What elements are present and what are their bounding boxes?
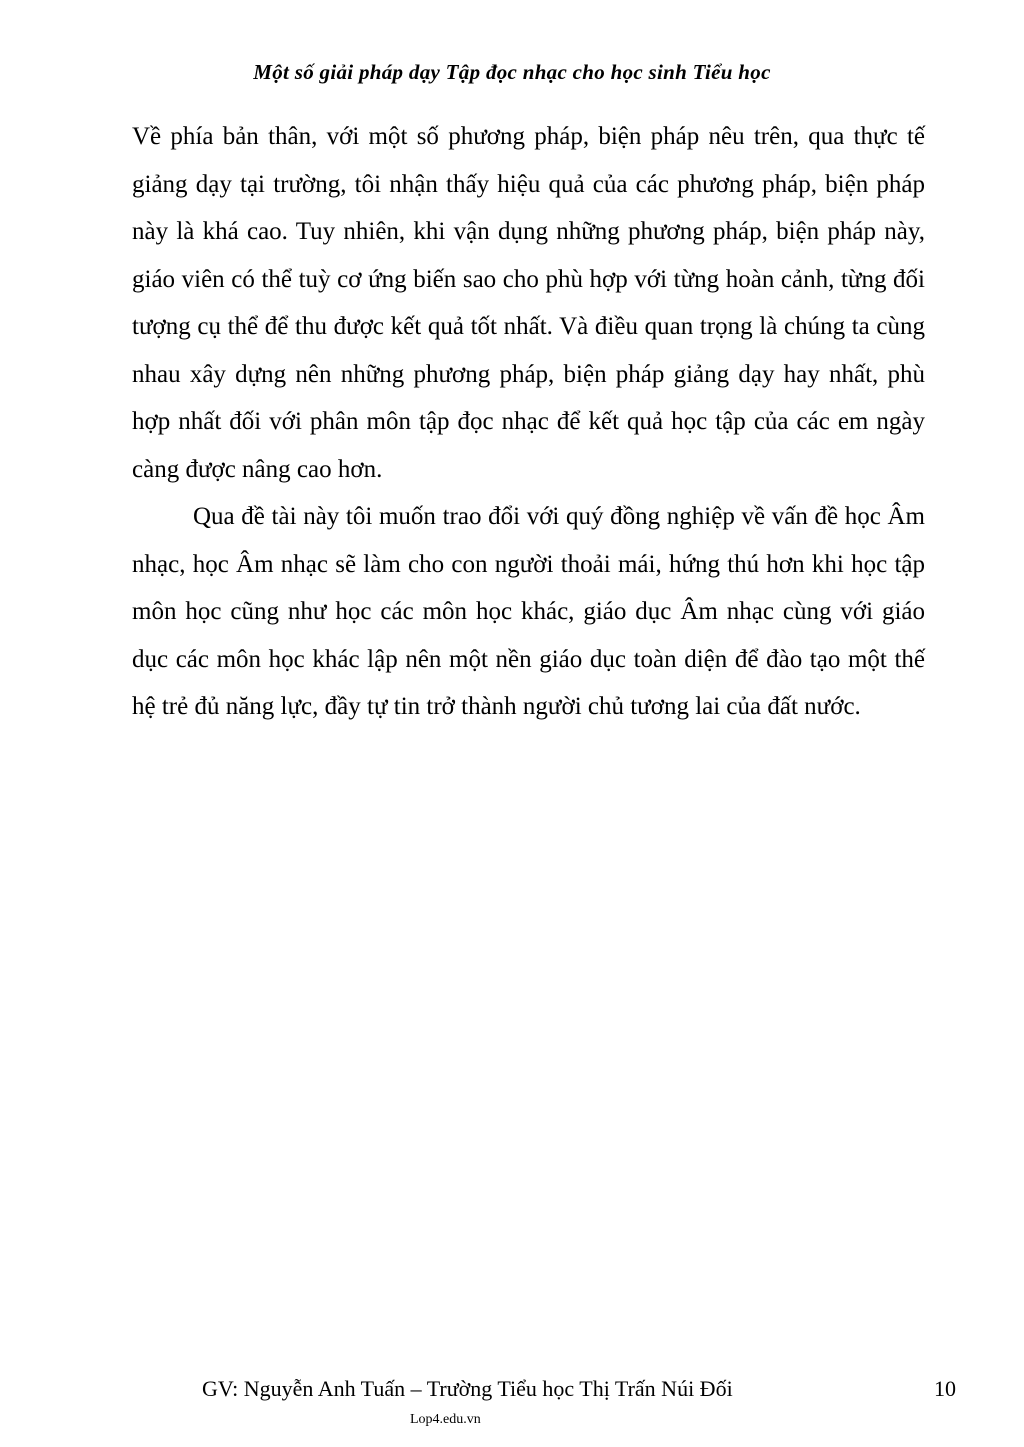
page-number: 10: [934, 1376, 956, 1401]
document-body: [132, 113, 925, 731]
paragraph-conclusion: Về phía bản thân, với một số phương pháp, biện pháp nêu trên, qua thực tế giảng dạy tại trường, tôi nhận thấy hiệu quả của các phương pháp, biện pháp này là khá cao. Tuy nhiên, khi vận dụng những phương pháp, biện pháp này, giáo viên có thể tuỳ cơ ứng biến sao cho phù hợp với từng hoàn cảnh, từng đối tượng cụ thể để thu được kết quả tốt nhất. Và điều quan trọng là chúng ta cùng nhau xây dựng nên những phương pháp, biện pháp giảng dạy hay nhất, phù hợp nhất đối với phân môn tập đọc nhạc để kết quả học tập của các em ngày càng được nâng cao hơn.: [132, 123, 925, 483]
footer-site-label: Lop4.edu.vn: [410, 1412, 481, 1427]
page-footer: [0, 1376, 1024, 1408]
footer-author: GV: Nguyễn Anh Tuấn – Trường Tiểu học Thị Trấn Núi Đối: [202, 1376, 733, 1401]
page-header-title: Một số giải pháp dạy Tập đọc nhạc cho học sinh Tiểu học: [253, 60, 771, 84]
paragraph-closing: Qua đề tài này tôi muốn trao đổi với quý đồng nghiệp về vấn đề học Âm nhạc, học Âm nhạc sẽ làm cho con người thoải mái, hứng thú hơn khi học tập môn học cũng như học các môn học khác, giáo dục Âm nhạc cùng với giáo dục các môn học khác lập nên một nền giáo dục toàn diện để đào tạo một thế hệ trẻ đủ năng lực, đầy tự tin trở thành người chủ tương lai của đất nước.: [132, 503, 925, 720]
